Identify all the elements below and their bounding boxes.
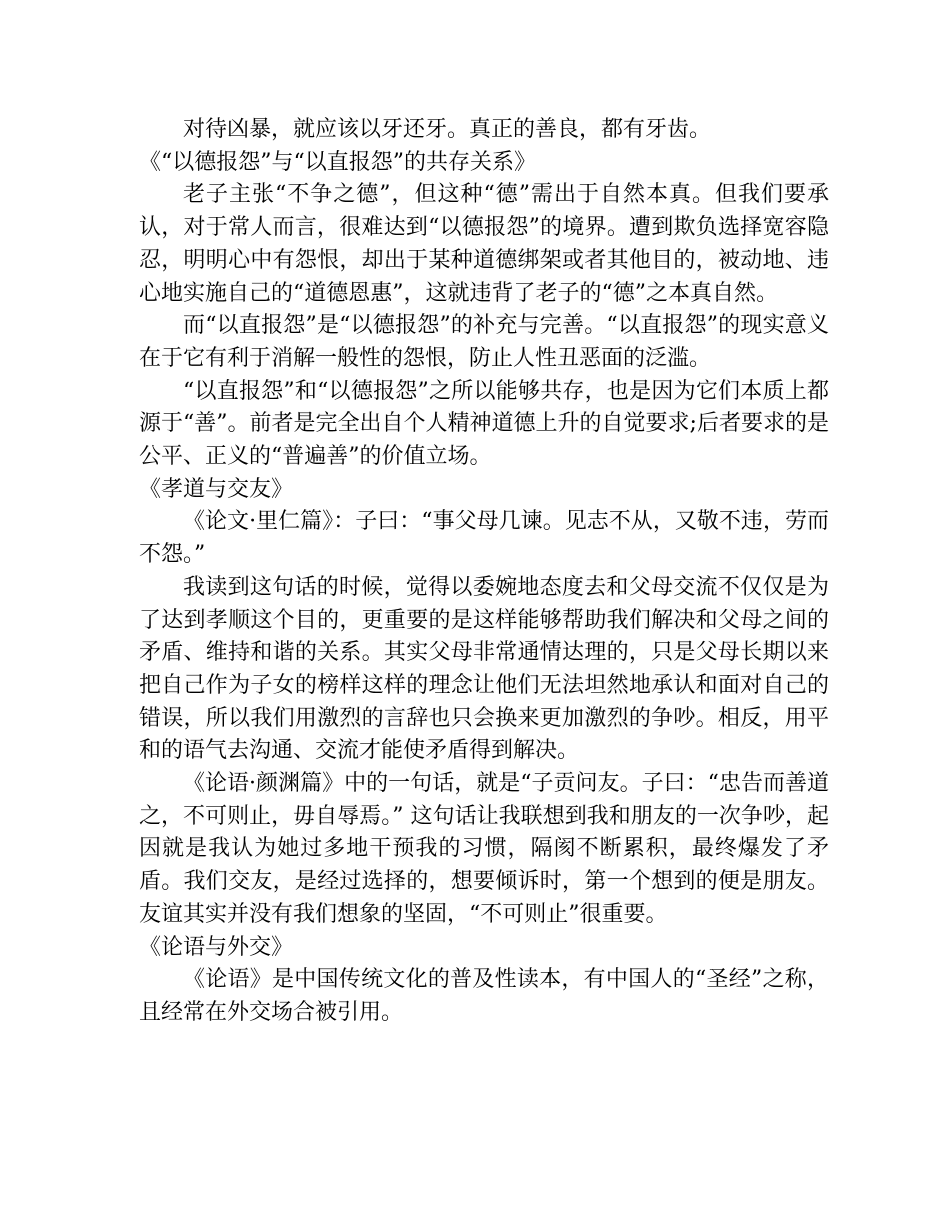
paragraph: 我读到这句话的时候，觉得以委婉地态度去和父母交流不仅仅是为了达到孝顺这个目的，更重要的是这样能够帮助我们解决和父母之间的矛盾、维持和谐的关系。其实父母非常通情达理的，只是父母长期以来把自己作为子女的榜样这样的理念让他们无法坦然地承认和面对自己的错误，所以我们用激烈的言辞也只会换来更加激烈的争吵。相反，用平和的语气去沟通、交流才能使矛盾得到解决。 — [139, 574, 829, 764]
document-page — [139, 114, 829, 1030]
section-heading: 《孝道与交友》 — [139, 476, 294, 502]
paragraph: 《论文·里仁篇》：子曰：“事父母几谏。见志不从，又敬不违，劳而不怨。” — [139, 509, 829, 568]
paragraph: “以直报怨”和“以德报怨”之所以能够共存，也是因为它们本质上都源于“善”。前者是完全出自个人精神道德上升的自觉要求;后者要求的是公平、正义的“普遍善”的价值立场。 — [139, 378, 829, 470]
paragraph: 老子主张“不争之德”，但这种“德”需出于自然本真。但我们要承认，对于常人而言，很难达到“以德报怨”的境界。遭到欺负选择宽容隐忍，明明心中有怨恨，却出于某种道德绑架或者其他目的，被动地、违心地实施自己的“道德恩惠”，这就违背了老子的“德”之本真自然。 — [139, 182, 829, 306]
paragraph: 《论语·颜渊篇》中的一句话，就是“子贡问友。子曰：“忠告而善道之，不可则止，毋自辱焉。” 这句话让我联想到我和朋友的一次争吵，起因就是我认为她过多地干预我的习惯，隔阂不断累积，最终爆发了矛盾。我们交友，是经过选择的，想要倾诉时，第一个想到的便是朋友。友谊其实并没有我们想象的坚固，“不可则止”很重要。 — [139, 771, 829, 927]
section-heading: 《论语与外交》 — [139, 934, 294, 960]
paragraph: 而“以直报怨”是“以德报怨”的补充与完善。“以直报怨”的现实意义在于它有利于消解一般性的怨恨，防止人性丑恶面的泛滥。 — [139, 313, 830, 371]
paragraph: 对待凶暴，就应该以牙还牙。真正的善良，都有牙齿。 — [183, 117, 712, 142]
paragraph: 《论语》是中国传统文化的普及性读本，有中国人的“圣经”之称，且经常在外交场合被引用。 — [139, 967, 829, 1025]
section-heading: 《“以德报怨”与“以直报怨”的共存关系》 — [139, 149, 536, 175]
